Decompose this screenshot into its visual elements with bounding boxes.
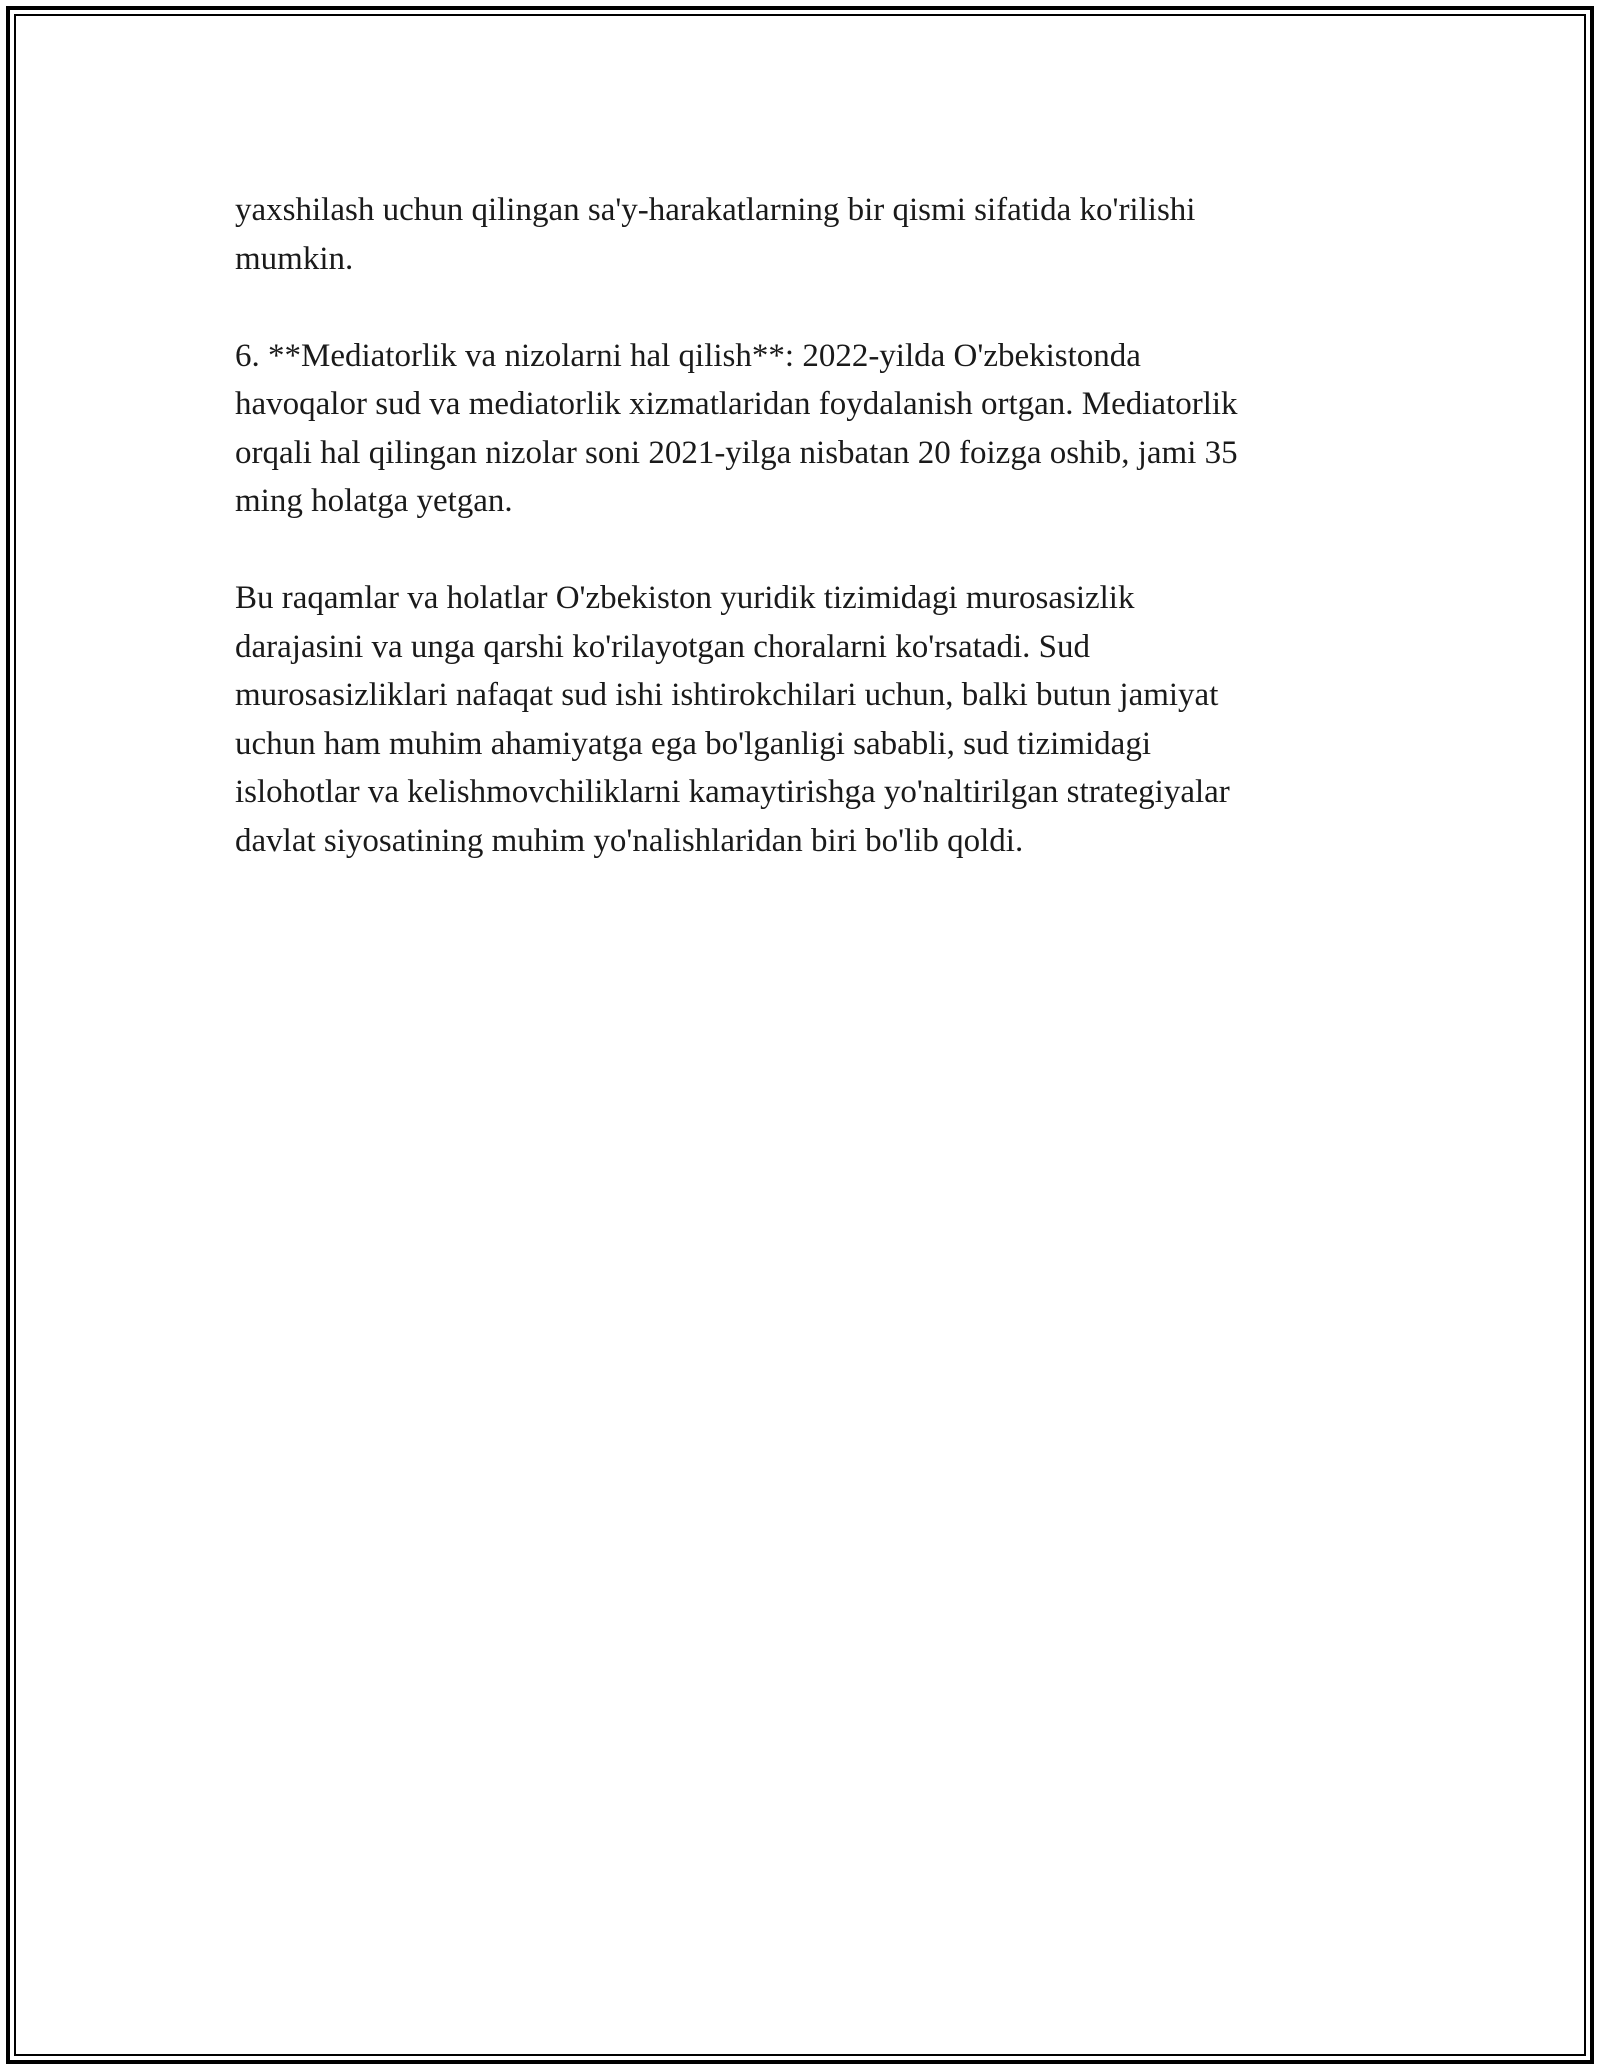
text-line: havoqalor sud va mediatorlik xizmatlaridan foydalanish ortgan. Mediatorlik <box>235 386 1238 422</box>
paragraph-continuation <box>235 186 1375 283</box>
text-line: orqali hal qilingan nizolar soni 2021-yilga nisbatan 20 foizga oshib, jami 35 <box>235 434 1238 471</box>
text-line: murosasizliklari nafaqat sud ishi ishtirokchilari uchun, balki butun jamiyat <box>235 677 1219 713</box>
text-line: ming holatga yetgan. <box>235 483 513 519</box>
text-line: darajasini va unga qarshi ko'rilayotgan choralarni ko'rsatadi. Sud <box>235 628 1090 665</box>
paragraph-conclusion <box>235 574 1375 865</box>
paragraph-mediation <box>235 332 1375 526</box>
text-line: Bu raqamlar va holatlar O'zbekiston yuridik tizimidagi murosasizlik <box>235 580 1135 616</box>
document-body <box>235 186 1375 914</box>
text-line: uchun ham muhim ahamiyatga ega bo'lganligi sababli, sud tizimidagi <box>235 725 1151 762</box>
text-line: 6. **Mediatorlik va nizolarni hal qilish**: 2022-yilda O'zbekistonda <box>235 337 1141 374</box>
text-line: mumkin. <box>235 240 354 277</box>
text-line: yaxshilash uchun qilingan sa'y-harakatlarning bir qismi sifatida ko'rilishi <box>235 192 1196 228</box>
text-line: davlat siyosatining muhim yo'nalishlaridan biri bo'lib qoldi. <box>235 822 1024 859</box>
text-line: islohotlar va kelishmovchiliklarni kamaytirishga yo'naltirilgan strategiyalar <box>235 774 1230 810</box>
